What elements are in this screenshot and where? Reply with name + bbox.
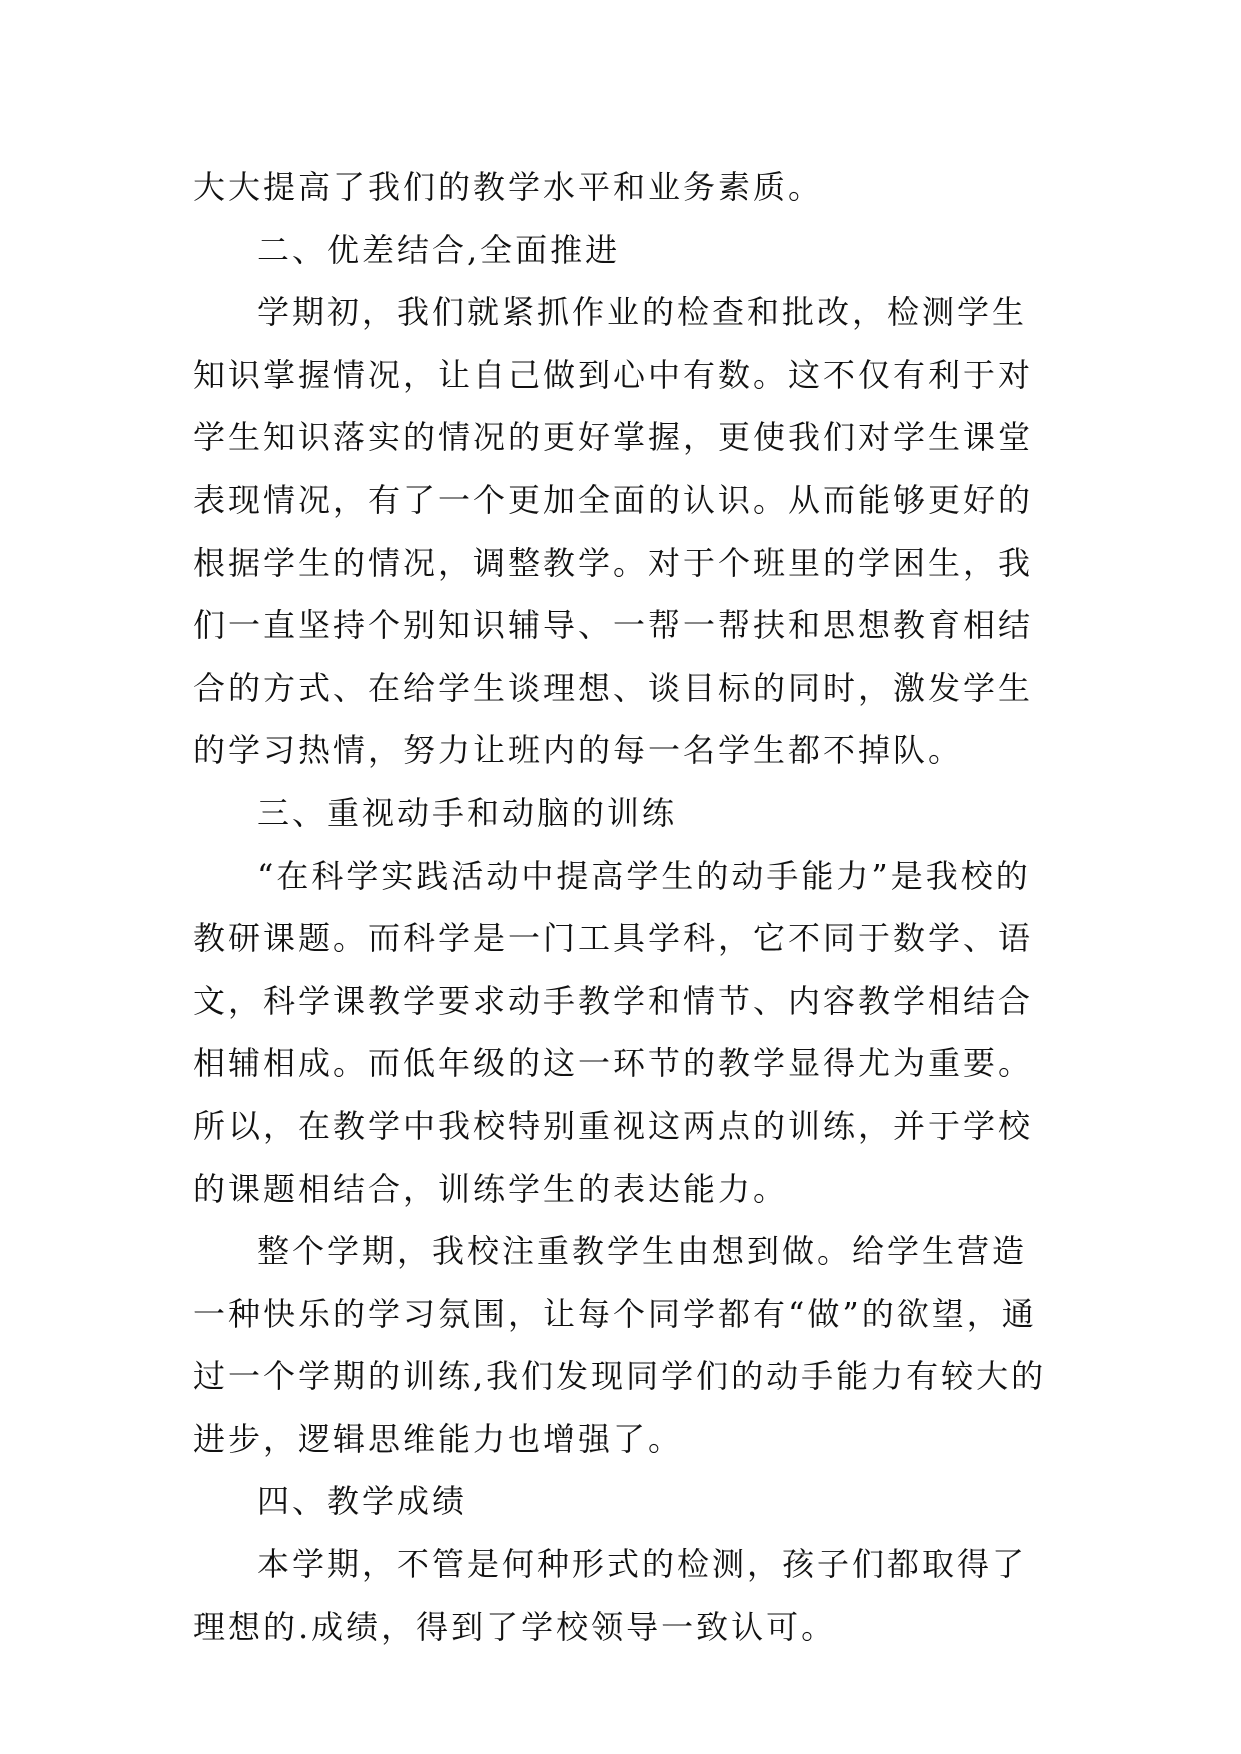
paragraph-semester-practice: 整个学期，我校注重教学生由想到做。给学生营造一种快乐的学习氛围，让每个同学都有“做”的欲望，通过一个学期的训练,我们发现同学们的动手能力有较大的进步，逻辑思维能力也增强了。 [193,1232,1047,1458]
paragraph-research-topic: “在科学实践活动中提高学生的动手能力”是我校的教研课题。而科学是一门工具学科，它不同于数学、语文，科学课教学要求动手教学和情节、内容教学相结合相辅相成。而低年级的这一环节的教学显得尤为重要。所以，在教学中我校特别重视这两点的训练，并于学校的课题相结合，训练学生的表达能力。 [193,856,1034,1208]
document-body [193,156,1053,1658]
section-heading-4: 四、教学成绩 [257,1482,468,1521]
paragraph-homework-check: 学期初，我们就紧抓作业的检查和批改，检测学生知识掌握情况，让自己做到心中有数。这不仅有利于对学生知识落实的情况的更好掌握，更使我们对学生课堂表现情况，有了一个更加全面的认识。从而能够更好的根据学生的情况，调整教学。对于个班里的学困生，我们一直坚持个别知识辅导、一帮一帮扶和思想教育相结合的方式、在给学生谈理想、谈目标的同时，激发学生的学习热情，努力让班内的每一名学生都不掉队。 [193,293,1034,770]
section-heading-2: 二、优差结合,全面推进 [257,230,621,269]
section-heading-3: 三、重视动手和动脑的训练 [257,793,678,832]
paragraph-continuation: 大大提高了我们的教学水平和业务素质。 [193,168,824,206]
paragraph-results: 本学期，不管是何种形式的检测，孩子们都取得了理想的.成绩，得到了学校领导一致认可。 [193,1545,1028,1646]
